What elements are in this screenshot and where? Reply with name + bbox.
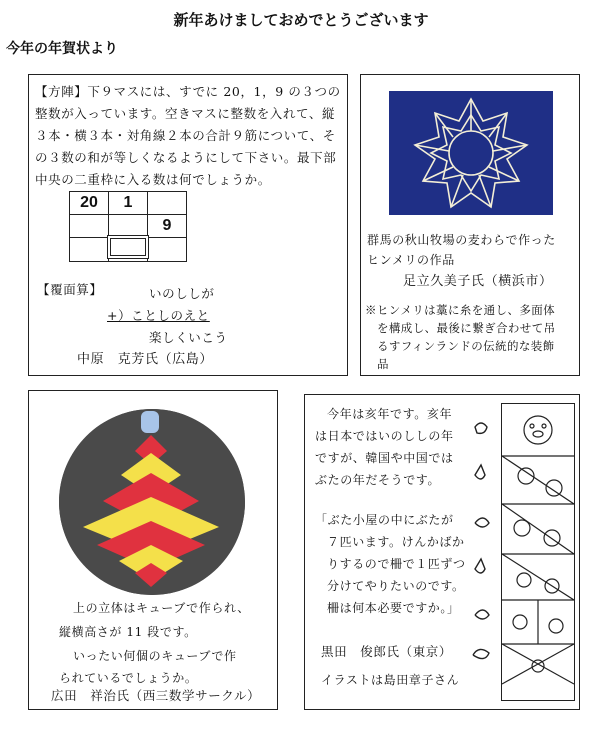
quote-line: 柵は何本必要ですか。」 (327, 601, 460, 615)
pig-illustration (501, 403, 575, 701)
puzzle-line: の３数の和が等しくなるようにして下さい。最下部 (35, 150, 337, 165)
grid-cell: 20 (70, 192, 109, 215)
himmeli-caption: 群馬の秋山牧場の麦わらで作った (367, 233, 556, 247)
pig-line: 今年は亥年です。亥年 (327, 407, 453, 421)
grid-row (70, 192, 187, 215)
grid-cell (109, 215, 148, 238)
grid-row (70, 215, 187, 238)
pig-text (315, 403, 475, 491)
himmeli-caption: ヒンメリの作品 (367, 253, 455, 267)
himmeli-author: 足立久美子氏（横浜市） (403, 274, 553, 289)
himmeli-box (360, 74, 580, 376)
fukumen-label: 【覆面算】 (37, 282, 103, 297)
double-frame-icon (110, 238, 146, 256)
note-line: を構成し、最後に繋ぎ合わせて吊 (377, 321, 556, 335)
cube-stack-icon (59, 409, 245, 595)
note-line: 品 (377, 357, 389, 371)
note-line: ※ヒンメリは藁に糸を通し、多面体 (365, 303, 556, 317)
cube-line: 縦横高さが 11 段です。 (59, 625, 197, 639)
grid-cell (148, 238, 187, 262)
grid-cell-double-frame (109, 238, 148, 262)
cube-line: られているでしょうか。 (59, 671, 198, 685)
quote-line: ７匹います。けんかばか (327, 535, 465, 549)
magic-square-grid (69, 191, 187, 262)
fukumen-line: 楽しくいこう (149, 330, 228, 345)
quote-line: 分けてやりたいのです。 (327, 579, 465, 593)
grid-cell (70, 238, 109, 262)
pig-line: は日本ではいのししの年 (315, 429, 454, 443)
cube-author: 広田 祥治氏（西三数学サークル） (51, 688, 261, 703)
pig-quote (315, 509, 475, 619)
quote-line: 「ぶた小屋の中にぶたが (315, 513, 454, 527)
puzzle-line: 中央の二重枠に入る数は何でしょうか。 (35, 172, 271, 187)
hand-sign-icon (467, 415, 497, 695)
himmeli-note (365, 301, 577, 373)
page-subtitle: 今年の年賀状より (6, 41, 118, 57)
pig-author: 黒田 俊郎氏（東京） (321, 644, 453, 659)
cube-photo (59, 409, 245, 595)
grid-row (70, 238, 187, 262)
fukumen-line: +）ことしのえと (107, 308, 210, 323)
note-line: るすフィンランドの伝統的な装飾 (377, 339, 555, 353)
cube-line: 上の立体はキューブで作られ、 (73, 601, 250, 615)
puzzle-line: ３本・横３本・対角線２本の合計９筋について、そ (35, 128, 336, 143)
page-title: 新年あけましておめでとうございます (173, 11, 429, 29)
pig-box (304, 394, 580, 710)
puzzle-box (28, 74, 348, 376)
puzzle-line: 【方陣】下９マスには、すでに 20，1，9 の３つの (35, 84, 341, 99)
fukumen-line: いのししが (149, 286, 215, 301)
cube-line: いったい何個のキューブで作 (73, 649, 237, 663)
grid-cell: 9 (148, 215, 187, 238)
himmeli-photo (389, 91, 553, 215)
pig-line: ぶたの年だそうです。 (315, 473, 441, 487)
grid-cell: 1 (109, 192, 148, 215)
grid-cell (70, 215, 109, 238)
puzzle-author: 中原 克芳氏（広島） (77, 352, 214, 367)
illustration-credit: イラストは島田章子さん (321, 673, 460, 687)
cube-box (28, 390, 278, 710)
hand-signs-column (467, 415, 497, 695)
grid-cell (148, 192, 187, 215)
pig-pen-drawing-icon (502, 404, 574, 700)
pig-line: ですが、韓国や中国では (315, 451, 454, 465)
quote-line: りするので柵で１匹ずつ (327, 557, 466, 571)
puzzle-text (35, 81, 345, 191)
himmeli-star-icon (389, 91, 553, 215)
puzzle-line: 整数が入っています。空きマスに整数を入れて、縦 (35, 106, 336, 121)
